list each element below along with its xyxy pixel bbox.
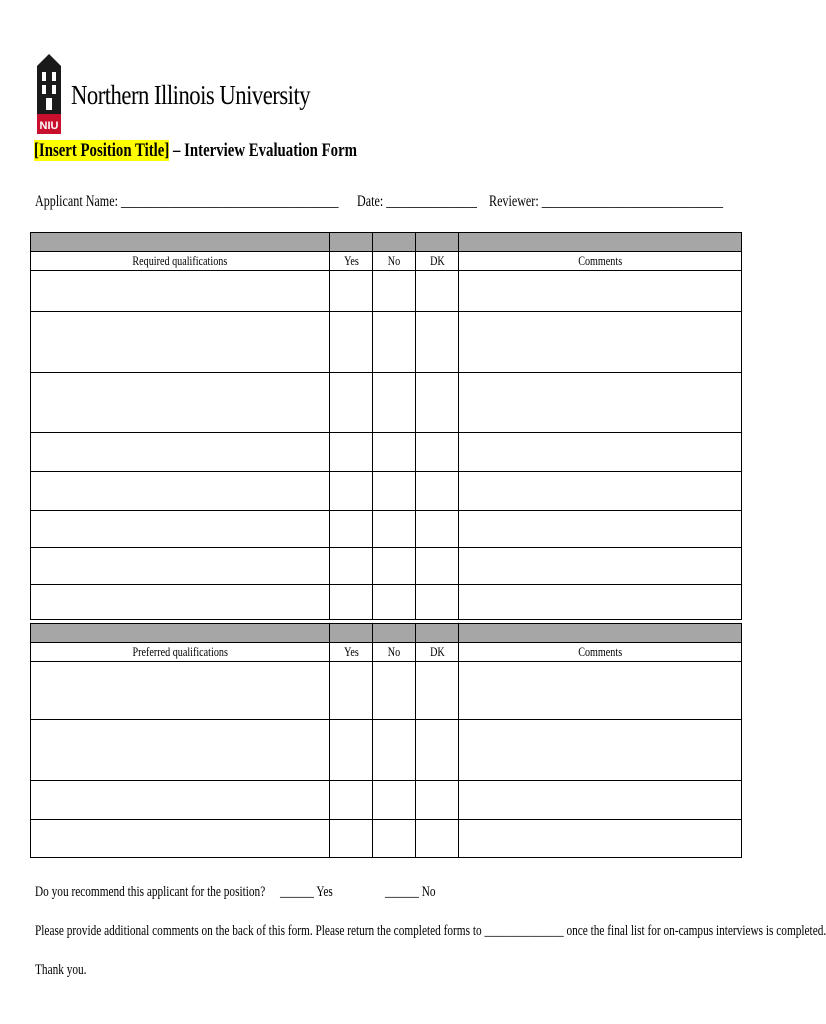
- recommend-question: Do you recommend this applicant for the position?: [35, 884, 266, 900]
- column-header: Yes: [343, 253, 359, 268]
- instructions-part2: once the final list for on-campus interviews is completed.: [563, 923, 826, 939]
- dk-cell[interactable]: [416, 511, 459, 548]
- page-title: [34, 140, 357, 162]
- qualification-cell[interactable]: [31, 820, 330, 858]
- no-cell[interactable]: [373, 373, 416, 433]
- table-header-bar: [31, 233, 742, 252]
- yes-cell[interactable]: [330, 662, 373, 720]
- reviewer-blank[interactable]: ______________________________: [541, 193, 724, 210]
- reviewer-label: Reviewer:: [489, 193, 542, 210]
- table-row: [31, 271, 742, 312]
- no-cell[interactable]: [373, 312, 416, 373]
- instructions-part1: Please provide additional comments on the back of this form. Please return the completed forms to: [35, 923, 485, 939]
- column-header: Yes: [343, 644, 359, 659]
- date-field[interactable]: [357, 193, 477, 211]
- dk-cell[interactable]: [416, 433, 459, 472]
- return-to-blank[interactable]: ______________: [484, 923, 564, 939]
- table-row: [31, 511, 742, 548]
- column-header: Comments: [578, 644, 622, 659]
- position-title-placeholder: [Insert Position Title]: [34, 140, 170, 161]
- no-cell[interactable]: [373, 585, 416, 620]
- column-header: DK: [429, 644, 445, 659]
- qualification-cell[interactable]: [31, 472, 330, 511]
- column-header: No: [387, 253, 401, 268]
- table-header-row: [31, 643, 742, 662]
- column-header: Preferred qualifications: [132, 644, 228, 659]
- yes-cell[interactable]: [330, 820, 373, 858]
- yes-cell[interactable]: [330, 511, 373, 548]
- comments-cell[interactable]: [459, 662, 742, 720]
- comments-cell[interactable]: [459, 820, 742, 858]
- recommend-no-option[interactable]: ______ No: [385, 884, 436, 900]
- yes-cell[interactable]: [330, 312, 373, 373]
- table-row: [31, 585, 742, 620]
- dk-cell[interactable]: [416, 820, 459, 858]
- table-row: [31, 820, 742, 858]
- preferred-qualifications-table: [30, 623, 742, 858]
- required-qualifications-table: [30, 232, 742, 620]
- applicant-name-blank[interactable]: ____________________________________: [120, 193, 339, 210]
- comments-cell[interactable]: [459, 373, 742, 433]
- qualification-cell[interactable]: [31, 511, 330, 548]
- date-blank[interactable]: _______________: [386, 193, 477, 210]
- table-row: [31, 312, 742, 373]
- dk-cell[interactable]: [416, 548, 459, 585]
- comments-cell[interactable]: [459, 271, 742, 312]
- qualification-cell[interactable]: [31, 585, 330, 620]
- table-row: [31, 720, 742, 781]
- instructions-text: [35, 923, 826, 940]
- no-cell[interactable]: [373, 548, 416, 585]
- no-cell[interactable]: [373, 472, 416, 511]
- column-header: Required qualifications: [132, 253, 228, 268]
- comments-cell[interactable]: [459, 433, 742, 472]
- yes-cell[interactable]: [330, 548, 373, 585]
- qualification-cell[interactable]: [31, 271, 330, 312]
- no-cell[interactable]: [373, 271, 416, 312]
- university-name: Northern Illinois University: [71, 80, 311, 110]
- dk-cell[interactable]: [416, 373, 459, 433]
- comments-cell[interactable]: [459, 511, 742, 548]
- no-cell[interactable]: [373, 511, 416, 548]
- column-header: DK: [429, 253, 445, 268]
- applicant-name-label: Applicant Name:: [35, 193, 121, 210]
- logo-text: NIU: [39, 120, 59, 132]
- qualification-cell[interactable]: [31, 720, 330, 781]
- yes-cell[interactable]: [330, 373, 373, 433]
- dk-cell[interactable]: [416, 271, 459, 312]
- table-header-bar: [31, 624, 742, 643]
- no-cell[interactable]: [373, 820, 416, 858]
- yes-cell[interactable]: [330, 433, 373, 472]
- qualification-cell[interactable]: [31, 662, 330, 720]
- column-header: No: [387, 644, 401, 659]
- no-cell[interactable]: [373, 662, 416, 720]
- no-cell[interactable]: [373, 433, 416, 472]
- dk-cell[interactable]: [416, 585, 459, 620]
- comments-cell[interactable]: [459, 781, 742, 820]
- table-row: [31, 472, 742, 511]
- comments-cell[interactable]: [459, 472, 742, 511]
- table-row: [31, 548, 742, 585]
- thanks-text: Thank you.: [35, 962, 87, 978]
- comments-cell[interactable]: [459, 312, 742, 373]
- niu-logo-icon: [34, 52, 64, 136]
- form-title-text: – Interview Evaluation Form: [169, 140, 358, 161]
- comments-cell[interactable]: [459, 548, 742, 585]
- yes-cell[interactable]: [330, 271, 373, 312]
- dk-cell[interactable]: [416, 720, 459, 781]
- table-row: [31, 662, 742, 720]
- date-label: Date:: [357, 193, 387, 210]
- applicant-name-field[interactable]: [35, 193, 339, 211]
- qualification-cell[interactable]: [31, 433, 330, 472]
- comments-cell[interactable]: [459, 720, 742, 781]
- qualification-cell[interactable]: [31, 312, 330, 373]
- dk-cell[interactable]: [416, 662, 459, 720]
- table-header-row: [31, 252, 742, 271]
- yes-cell[interactable]: [330, 720, 373, 781]
- dk-cell[interactable]: [416, 781, 459, 820]
- yes-cell[interactable]: [330, 781, 373, 820]
- reviewer-field[interactable]: [489, 193, 723, 211]
- table-row: [31, 373, 742, 433]
- table-row: [31, 781, 742, 820]
- no-cell[interactable]: [373, 781, 416, 820]
- dk-cell[interactable]: [416, 312, 459, 373]
- yes-cell[interactable]: [330, 472, 373, 511]
- column-header: Comments: [578, 253, 622, 268]
- qualification-cell[interactable]: [31, 781, 330, 820]
- no-cell[interactable]: [373, 720, 416, 781]
- yes-cell[interactable]: [330, 585, 373, 620]
- qualification-cell[interactable]: [31, 548, 330, 585]
- qualification-cell[interactable]: [31, 373, 330, 433]
- comments-cell[interactable]: [459, 585, 742, 620]
- table-row: [31, 433, 742, 472]
- dk-cell[interactable]: [416, 472, 459, 511]
- recommend-yes-option[interactable]: ______ Yes: [280, 884, 333, 900]
